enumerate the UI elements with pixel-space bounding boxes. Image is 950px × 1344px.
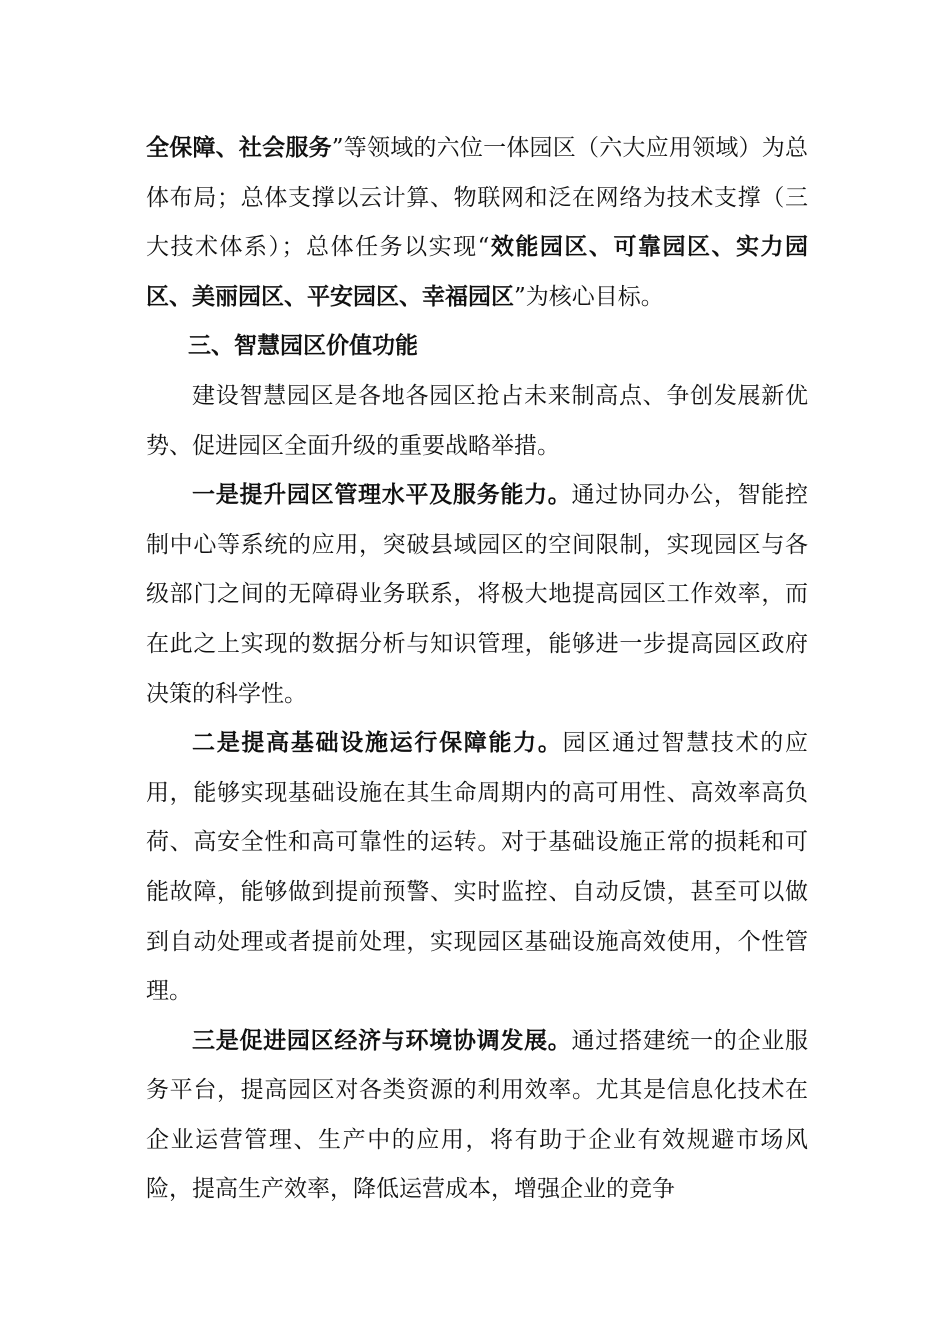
section-heading: 三、智慧园区价值功能 <box>188 333 418 360</box>
paragraph-text: ”为核心目标。 <box>514 283 664 310</box>
bold-phrase: 效能园区、可靠园区、实力园区、美丽园区、平安园区、幸福园区 <box>146 234 809 310</box>
paragraph-text: ”等领域的六位一体园区（六大应用领域）为总体布局；总体支撑以云计算、物联网和泛在网络为技术支撑（三大技术体系）；总体任务以实现“ <box>146 135 808 261</box>
document-body <box>146 124 808 1215</box>
bold-phrase: 全保障、社会服务 <box>146 135 332 161</box>
point-body: 园区通过智慧技术的应用，能够实现基础设施在其生命周期内的高可用性、高效率高负荷、高安全性和高可靠性的运转。对于基础设施正常的损耗和可能故障，能够做到提前预警、实时监控、自动反馈，甚至可以做到自动处理或者提前处理，实现园区基础设施高效使用，个性管理。 <box>146 730 809 1005</box>
point-body: 通过协同办公，智能控制中心等系统的应用，突破县域园区的空间限制，实现园区与各级部门之间的无障碍业务联系，将极大地提高园区工作效率，而在此之上实现的数据分析与知识管理，能够进一步提高园区政府决策的科学性。 <box>146 482 809 707</box>
point-lead: 二是提高基础设施运行保障能力。 <box>192 730 563 757</box>
point-body: 通过搭建统一的企业服务平台，提高园区对各类资源的利用效率。尤其是信息化技术在企业运营管理、生产中的应用，将有助于企业有效规避市场风险，提高生产效率，降低运营成本，增强企业的竞争 <box>146 1027 809 1203</box>
point-paragraph-1 <box>146 471 808 719</box>
paragraph-continuation <box>146 124 808 322</box>
point-lead: 一是提升园区管理水平及服务能力。 <box>192 482 572 509</box>
intro-paragraph: 建设智慧园区是各地各园区抢占未来制高点、争创发展新优势、促进园区全面升级的重要战略举措。 <box>146 382 808 459</box>
point-paragraph-3 <box>146 1017 808 1215</box>
point-paragraph-2 <box>146 719 808 1017</box>
point-lead: 三是促进园区经济与环境协调发展。 <box>192 1027 572 1054</box>
